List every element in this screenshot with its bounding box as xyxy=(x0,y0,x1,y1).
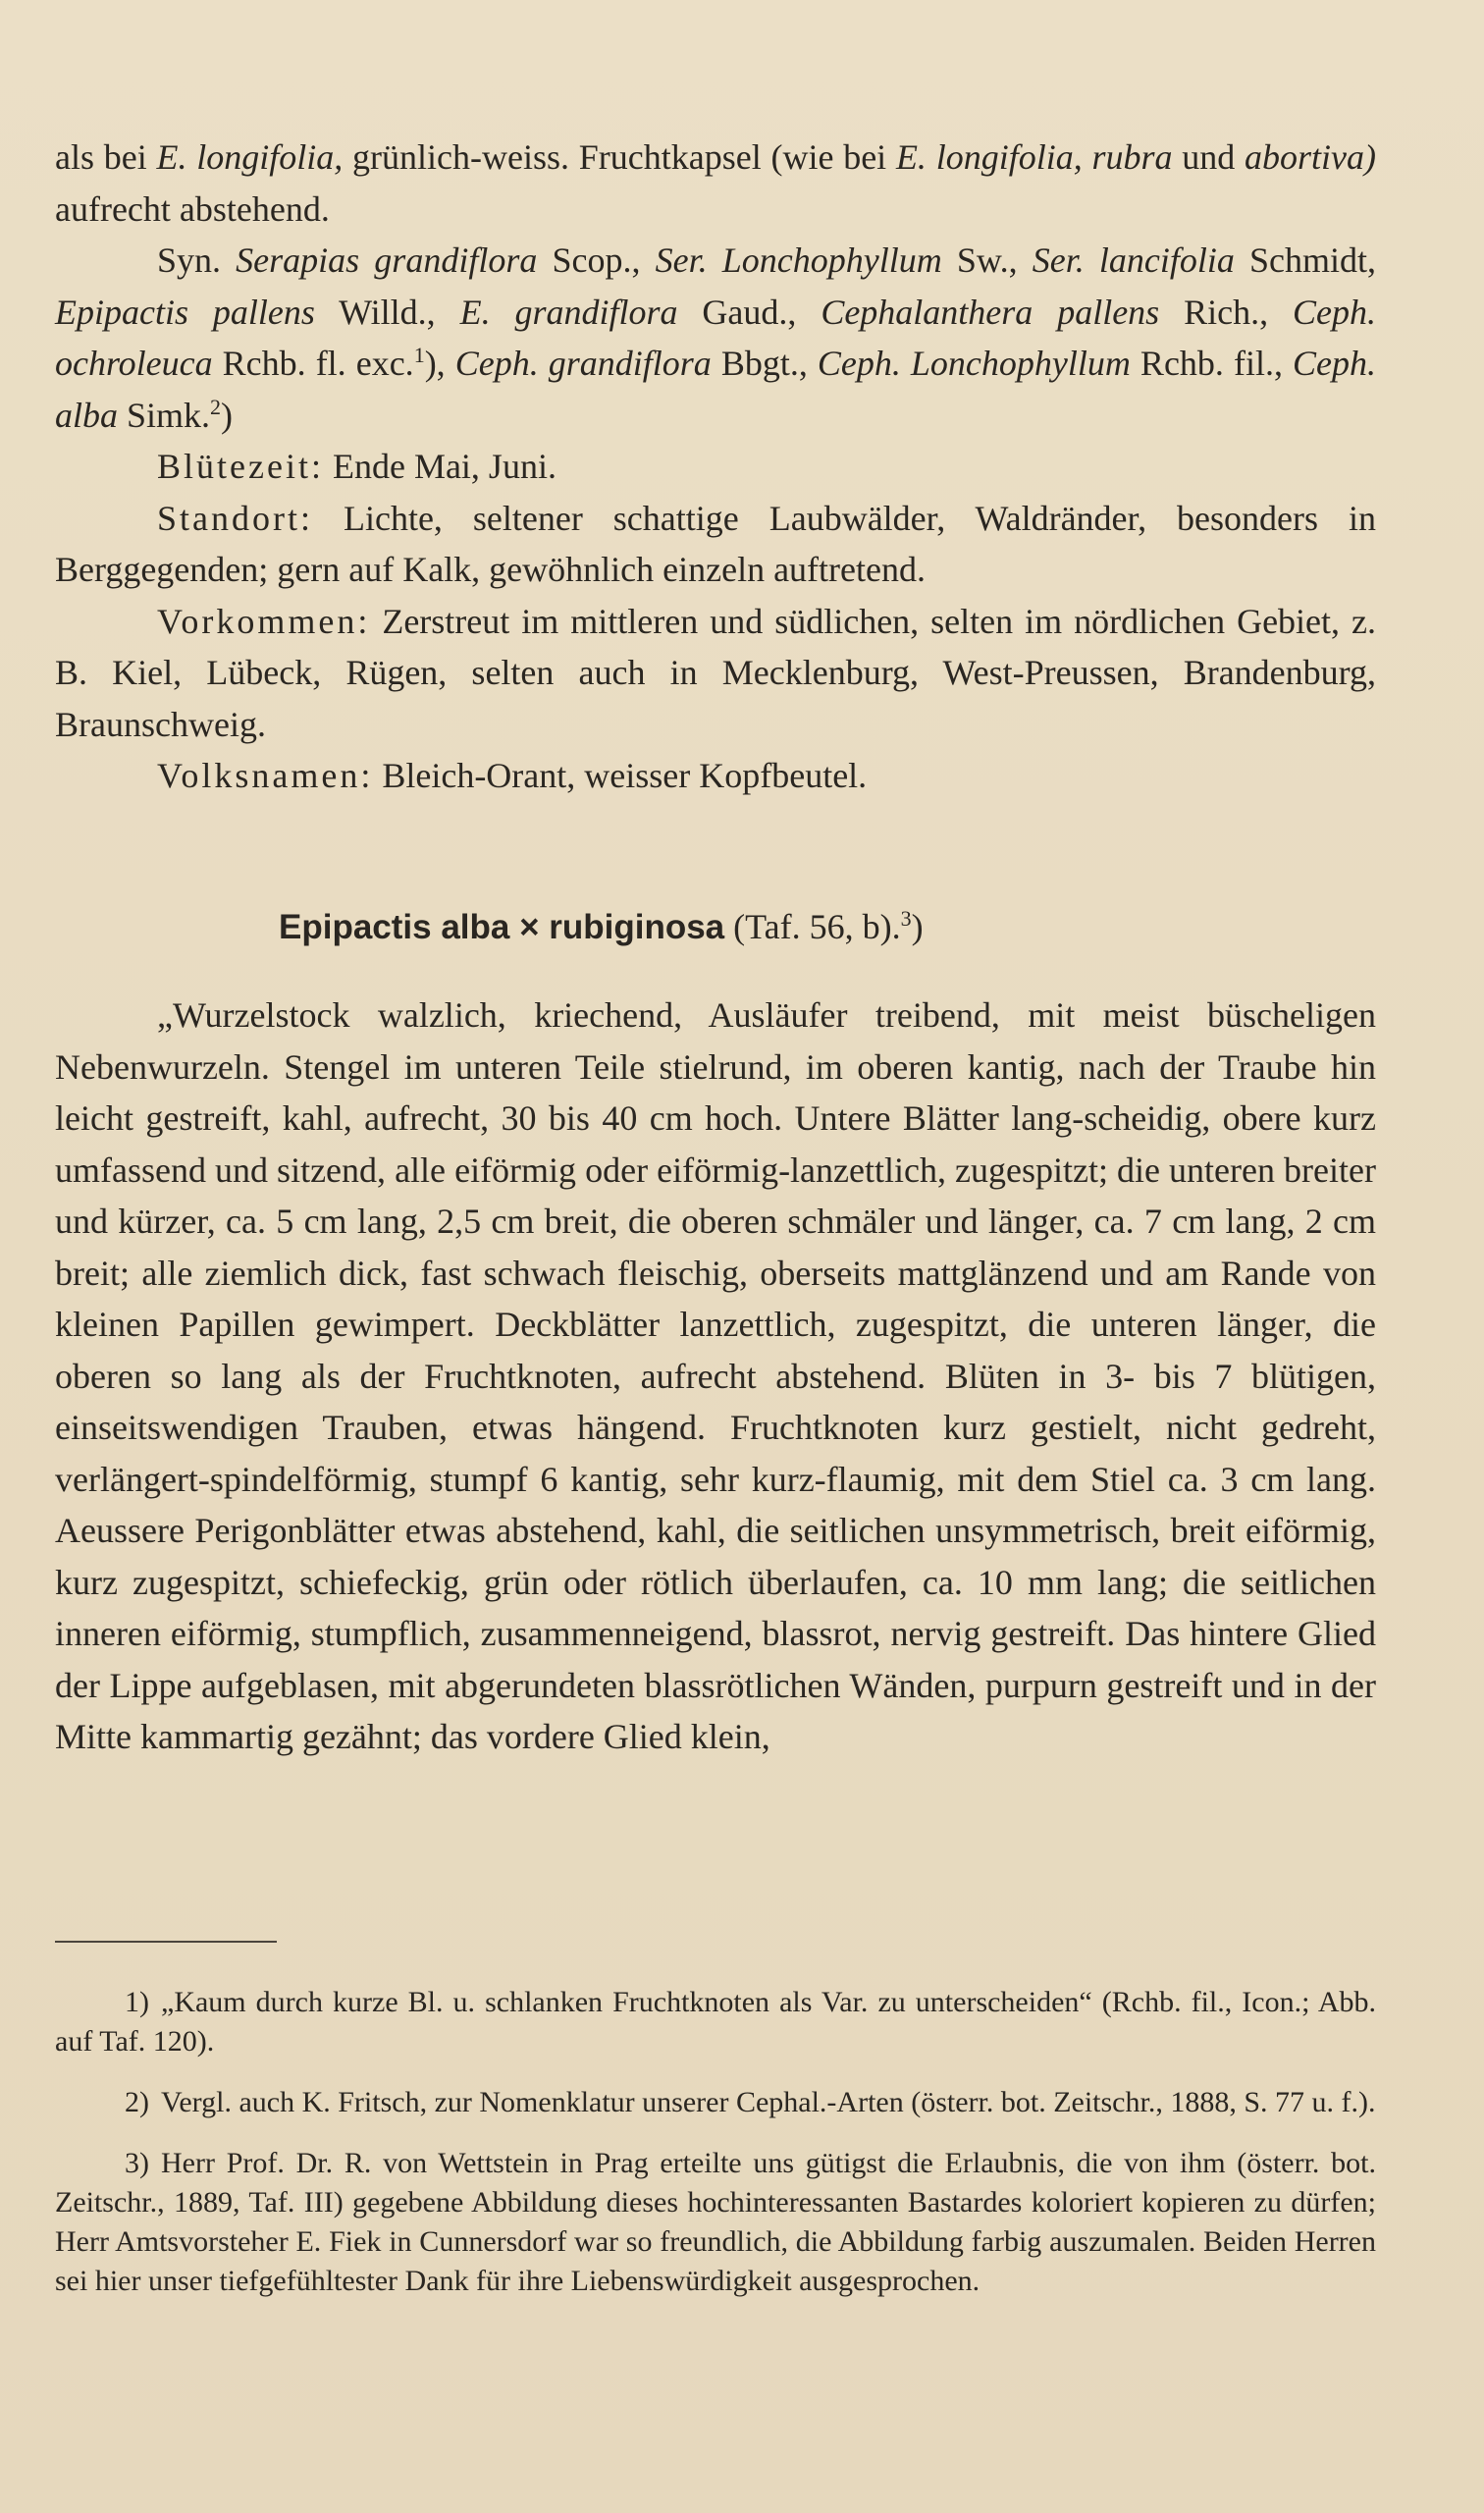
continued-species-text xyxy=(55,132,1376,802)
footnote-1: 1) „Kaum durch kurze Bl. u. schlanken Fruchtknoten als Var. zu unterscheiden“ (Rchb. fil., Icon.; Abb. auf Taf. 120). xyxy=(55,1986,1376,2058)
footnote-3: 3) Herr Prof. Dr. R. von Wettstein in Prag erteilte uns gütigst die Erlaubnis, die von ihm (österr. bot. Zeitschr., 1889, Taf. III) gegebene Abbildung dieses hochinteressanten Bastardes koloriert kopieren zu dürfen; Herr Amtsvorsteher E. Fiek in Cunnersdorf war so freundlich, die Abbildung farbig auszumalen. Beiden Herren sei hier unser tiefgefühltester Dank für ihre Liebenswürdigkeit ausgesprochen. xyxy=(55,2147,1376,2297)
flowering-time-paragraph: Blütezeit: Ende Mai, Juni. xyxy=(157,447,556,486)
description-paragraph: „Wurzelstock walzlich, kriechend, Ausläufer treibend, mit meist büscheligen Nebenwurzeln. Stengel im unteren Teile stielrund, im oberen kantig, nach der Traube hin leicht gestreift, kahl, aufrecht, 30 bis 40 cm hoch. Untere Blätter lang-scheidig, obere kurz umfassend und sitzend, alle eiförmig oder eiförmig-lanzettlich, zugespitzt; die unteren breiter und kürzer, ca. 5 cm lang, 2,5 cm breit, die oberen schmäler und länger, ca. 7 cm lang, 2 cm breit; alle ziemlich dick, fast schwach fleischig, oberseits mattglänzend und am Rande von kleinen Papillen gewimpert. Deckblätter lanzettlich, zugespitzt, die unteren länger, die oberen so lang als der Fruchtknoten, aufrecht abstehend. Blüten in 3- bis 7 blütigen, einseitswendigen Trauben, etwas hängend. Fruchtknoten kurz gestielt, nicht gedreht, verlängert-spindelförmig, stumpf 6 kantig, sehr kurz-flaumig, mit dem Stiel ca. 3 cm lang. Aeussere Perigonblätter etwas abstehend, kahl, die seitlichen unsymmetrisch, breit eiförmig, kurz zugespitzt, schiefeckig, grün oder rötlich überlaufen, ca. 10 mm lang; die seitlichen inneren eiförmig, stumpflich, zusammenneigend, blassrot, nervig gestreift. Das hintere Glied der Lippe aufgeblasen, mit abgerundeten blassrötlichen Wänden, purpurn gestreift und in der Mitte kammartig gezähnt; das vordere Glied klein, xyxy=(55,995,1376,1756)
species-name: Epipactis alba × rubiginosa xyxy=(279,908,725,946)
common-names-paragraph: Volksnamen: Bleich-Orant, weisser Kopfbeutel. xyxy=(157,756,868,795)
fruit-description-paragraph: als bei E. longifolia, grünlich-weiss. Fruchtkapsel (wie bei E. longifolia, rubra und abortiva) aufrecht abstehend. xyxy=(55,137,1376,229)
synonyms-paragraph: Syn. Serapias grandiflora Scop., Ser. Lonchophyllum Sw., Ser. lancifolia Schmidt, Epipactis pallens Willd., E. grandiflora Gaud., Cephalanthera pallens Rich., Ceph. ochroleuca Rchb. fl. exc.$^1$), Ceph. grandiflora Bbgt., Ceph. Lonchophyllum Rchb. fil., Ceph. alba Simk.$^2$) xyxy=(55,241,1377,435)
plate-reference: (Taf. 56, b). xyxy=(724,907,901,946)
species-heading: Epipactis alba × rubiginosa (Taf. 56, b).$^3$) xyxy=(279,906,924,946)
footnote-divider xyxy=(55,1941,277,1943)
footnote-ref-2: 2 xyxy=(210,394,222,419)
footnote-2: 2) Vergl. auch K. Fritsch, zur Nomenklatur unserer Cephal.-Arten (österr. bot. Zeitschr., 1888, S. 77 u. f.). xyxy=(125,2086,1376,2118)
footnote-ref-1: 1 xyxy=(413,343,425,367)
habitat-paragraph: Standort: Lichte, seltener schattige Laubwälder, Waldränder, besonders in Berggegenden; gern auf Kalk, gewöhnlich einzeln auftretend. xyxy=(55,498,1376,589)
footnotes xyxy=(55,1983,1376,2323)
distribution-paragraph: Vorkommen: Zerstreut im mittleren und südlichen, selten im nördlichen Gebiet, z. B. Kiel, Lübeck, Rügen, selten auch in Mecklenburg, West-Preussen, Brandenburg, Braunschweig. xyxy=(55,601,1376,744)
footnote-ref-3: 3 xyxy=(900,906,912,931)
species-description xyxy=(55,989,1376,1763)
